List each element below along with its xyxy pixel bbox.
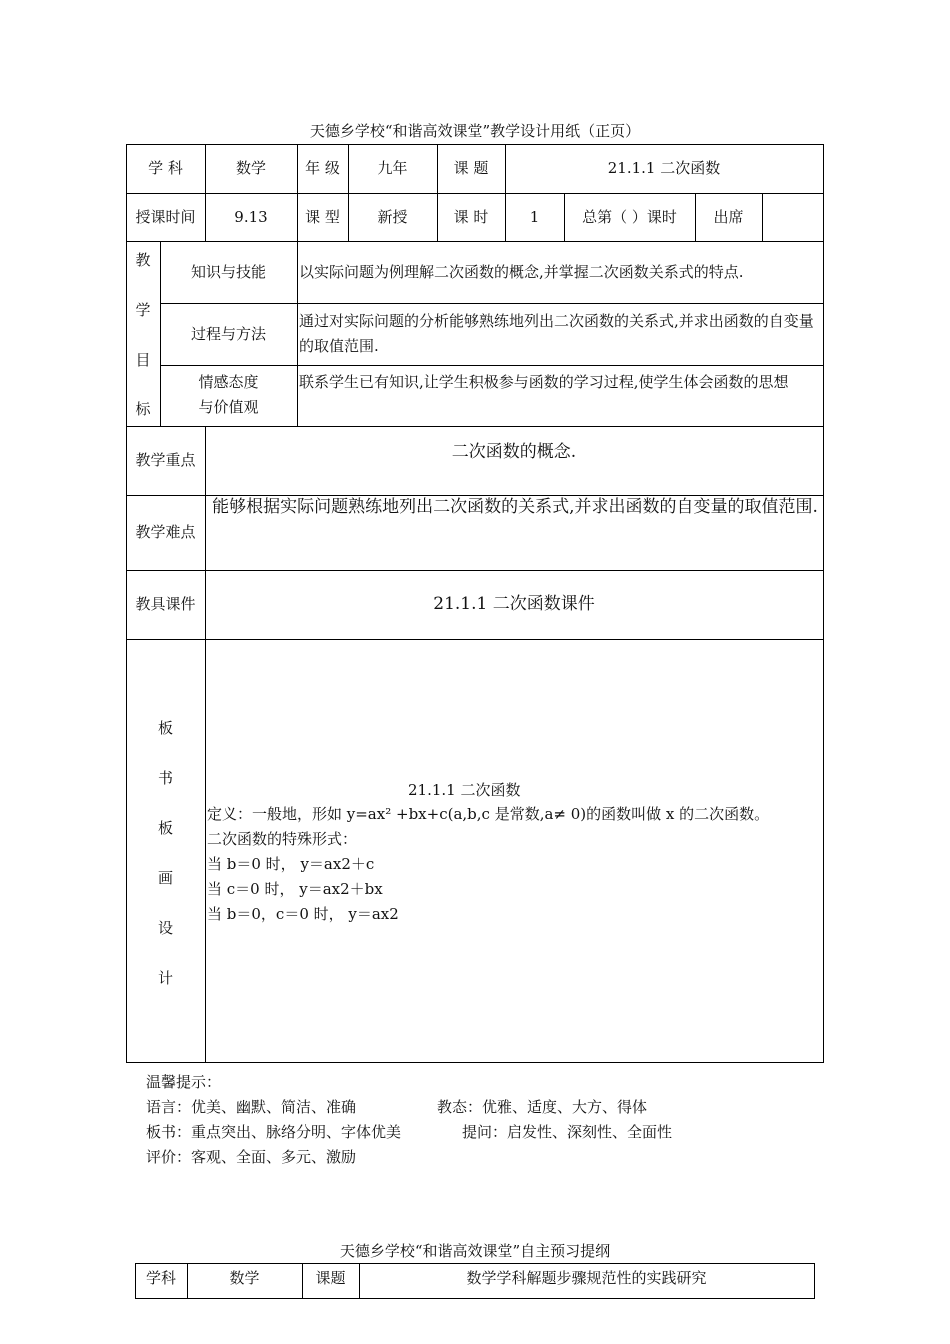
page2-subject-label: 学科	[145, 1269, 176, 1287]
key-point-label: 教学重点	[135, 451, 196, 470]
topic-label: 课 题	[453, 159, 489, 178]
grade-value: 九年	[377, 159, 408, 178]
page-title: 天德乡学校“和谐高效课堂”教学设计用纸（正页）	[309, 122, 641, 140]
board-line-case-b: 当 b＝0 时， y＝ax2＋c	[207, 855, 375, 873]
topic-value: 21.1.1 二次函数	[607, 159, 721, 178]
subject-label: 学 科	[148, 159, 183, 178]
tips-row-left: 评价：客观、全面、多元、激励	[146, 1148, 357, 1166]
page2-topic-label: 课题	[315, 1269, 346, 1287]
hours-value: 1	[529, 207, 540, 226]
time-value: 9.13	[234, 207, 268, 226]
goal-process-label: 过程与方法	[190, 324, 266, 343]
hours-label: 课 时	[453, 207, 489, 226]
board-label: 板 书 板 画 设 计	[157, 719, 173, 987]
difficulty-text: 能够根据实际问题熟练地列出二次函数的关系式,并求出函数的自变量的取值范围.	[212, 497, 818, 517]
tips-row-right: 提问：启发性、深刻性、全面性	[462, 1123, 673, 1141]
type-label: 课 型	[305, 207, 340, 226]
key-point-text: 二次函数的概念.	[451, 442, 577, 462]
tips-heading: 温馨提示：	[146, 1073, 222, 1091]
page2-subject-value: 数学	[229, 1269, 260, 1287]
goals-label: 教 学 目 标	[135, 251, 151, 418]
materials-text: 21.1.1 二次函数课件	[433, 593, 595, 614]
board-line-case-c: 当 c＝0 时， y＝ax2＋bx	[207, 880, 383, 898]
time-label: 授课时间	[135, 207, 196, 226]
board-line-case-bc: 当 b＝0，c＝0 时， y＝ax2	[207, 905, 399, 923]
grade-label: 年 级	[305, 159, 340, 178]
attendance-value	[762, 193, 823, 241]
goal-process-text: 通过对实际问题的分析能够熟练地列出二次函数的关系式,并求出函数的自变量的取值范围.	[299, 312, 814, 355]
goal-attitude-text: 联系学生已有知识,让学生积极参与函数的学习过程,使学生体会函数的思想	[299, 373, 789, 391]
tips-row-left: 语言：优美、幽默、简洁、准确	[146, 1098, 357, 1116]
tips-row-left: 板书：重点突出、脉络分明、字体优美	[146, 1123, 402, 1141]
total-hours-label: 总第（ ）课时	[582, 207, 677, 226]
materials-label: 教具课件	[135, 595, 196, 614]
board-heading: 21.1.1 二次函数	[408, 781, 521, 799]
attendance-label: 出席	[713, 207, 744, 226]
difficulty-label: 教学难点	[135, 523, 196, 542]
subject-value: 数学	[235, 159, 266, 178]
type-value: 新授	[377, 207, 408, 226]
tips-row-right: 教态：优雅、适度、大方、得体	[437, 1098, 648, 1116]
goal-knowledge-label: 知识与技能	[190, 262, 266, 281]
goal-knowledge-text: 以实际问题为例理解二次函数的概念,并掌握二次函数关系式的特点.	[299, 263, 744, 281]
page2-title: 天德乡学校“和谐高效课堂”自主预习提纲	[339, 1242, 611, 1260]
board-line-special-forms: 二次函数的特殊形式：	[207, 830, 358, 848]
page2-topic-value: 数学学科解题步骤规范性的实践研究	[466, 1269, 707, 1287]
board-line-definition: 定义：一般地，形如 y=ax² +bx+c(a,b,c 是常数,a≠ 0)的函数叫做 x 的二次函数。	[207, 805, 770, 823]
goal-attitude-label: 情感态度 与价值观	[198, 373, 259, 416]
